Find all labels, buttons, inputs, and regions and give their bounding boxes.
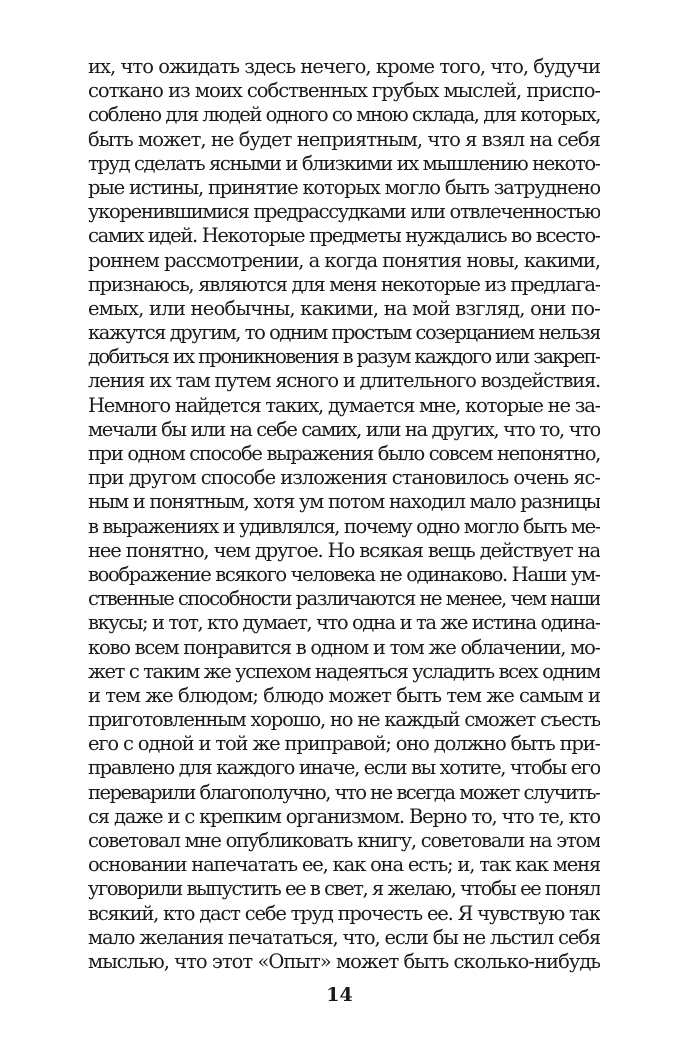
text-line: быть может, не будет неприятным, что я взял на себя bbox=[88, 127, 600, 151]
body-text bbox=[88, 55, 600, 974]
text-line: рые истины, принятие которых могло быть затруднено bbox=[88, 175, 600, 199]
text-line: и тем же блюдом; блюдо может быть тем же самым и bbox=[88, 683, 600, 707]
text-line: укоренившимися предрассудками или отвлеченностью bbox=[88, 200, 600, 224]
text-line: ся даже и с крепким организмом. Верно то, что те, кто bbox=[88, 804, 600, 828]
text-line: приготовленным хорошо, но не каждый сможет съесть bbox=[88, 708, 600, 732]
text-line: при одном способе выражения было совсем непонятно, bbox=[88, 442, 600, 465]
text-line: соблено для людей одного со мною склада, для которых, bbox=[88, 103, 600, 127]
text-line: их, что ожидать здесь нечего, кроме того, что, будучи bbox=[88, 55, 600, 78]
text-line: вкусы; и тот, кто думает, что одна и та же истина одина- bbox=[88, 611, 600, 635]
text-line: мыслью, что этот «Опыт» может быть сколько-нибудь bbox=[88, 949, 600, 973]
text-line: добиться их проникновения в разум каждого или закреп- bbox=[88, 345, 600, 369]
text-line: уговорили выпустить ее в свет, я желаю, чтобы ее понял bbox=[88, 877, 600, 901]
text-line: нее понятно, чем другое. Но всякая вещь действует на bbox=[88, 538, 600, 562]
text-line: правлено для каждого иначе, если вы хотите, чтобы его bbox=[88, 756, 600, 780]
text-line: ково всем понравится в одном и том же облачении, мо- bbox=[88, 635, 600, 659]
text-line: роннем рассмотрении, а когда понятия новы, какими, bbox=[88, 248, 600, 272]
text-line: воображение всякого человека не одинаково. Наши ум- bbox=[88, 562, 600, 586]
text-line: труд сделать ясными и близкими их мышлению некото- bbox=[88, 151, 600, 175]
text-line: Немного найдется таких, думается мне, которые не за- bbox=[88, 393, 600, 417]
text-line: самих идей. Некоторые предметы нуждались во всесто- bbox=[88, 224, 600, 248]
text-line: всякий, кто даст себе труд прочесть ее. Я чувствую так bbox=[88, 901, 600, 925]
text-line: признаюсь, являются для меня некоторые из предлага- bbox=[88, 272, 600, 296]
text-line: основании напечатать ее, как она есть; и, так как меня bbox=[88, 853, 600, 877]
text-line: при другом способе изложения становилось очень яс- bbox=[88, 466, 600, 490]
text-line: ления их там путем ясного и длительного воздействия. bbox=[88, 369, 600, 393]
text-line: его с одной и той же приправой; оно должно быть при- bbox=[88, 732, 600, 756]
text-line: переварили благополучно, что не всегда может случить- bbox=[88, 780, 600, 804]
text-line: кажутся другим, то одним простым созерцанием нельзя bbox=[88, 321, 600, 345]
text-line: в выражениях и удивлялся, почему одно могло быть ме- bbox=[88, 514, 600, 538]
text-line: советовал мне опубликовать книгу, советовали на этом bbox=[88, 829, 600, 852]
text-line: ственные способности различаются не менее, чем наши bbox=[88, 587, 600, 611]
text-line: сотканo из моих собственных грубых мыслей, приспо- bbox=[88, 79, 600, 103]
text-line: мало желания печататься, что, если бы не льстил себя bbox=[88, 925, 600, 949]
text-line: ным и понятным, хотя ум потом находил мало разницы bbox=[88, 490, 600, 514]
page-number: 14 bbox=[326, 984, 353, 1006]
text-line: емых, или необычны, какими, на мой взгляд, они по- bbox=[88, 296, 600, 320]
text-line: жет с таким же успехом надеяться усладить всех одним bbox=[88, 659, 600, 683]
text-line: мечали бы или на себе самих, или на других, что то, что bbox=[88, 417, 600, 441]
